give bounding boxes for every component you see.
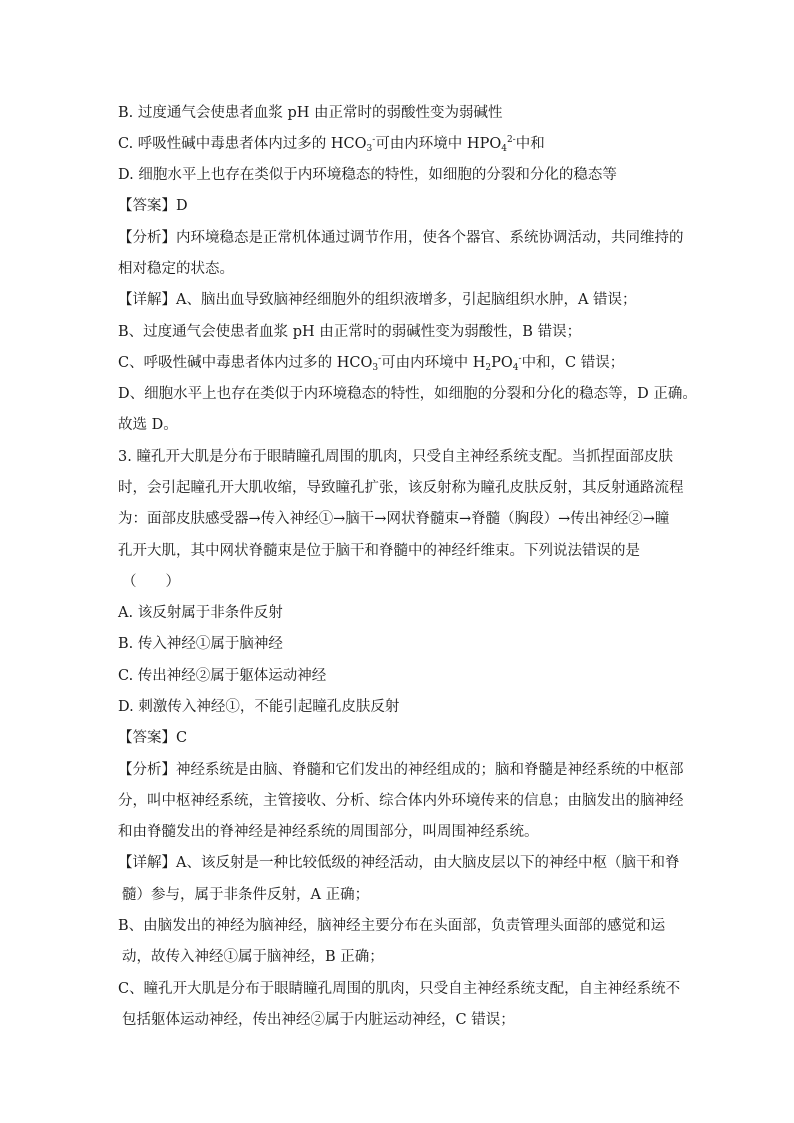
option-d-text: D. 细胞水平上也存在类似于内环境稳态的特性，如细胞的分裂和分化的稳态等	[118, 167, 617, 183]
explanation-line	[118, 384, 697, 404]
text-segment: C. 呼吸性碱中毒患者体内过多的 HCO	[118, 136, 367, 152]
text-segment: 中和	[515, 136, 545, 152]
question-text: 3. 瞳孔开大肌是分布于眼睛瞳孔周围的肌肉，只受自主神经系统支配。当抓捏面部皮肤	[118, 449, 673, 465]
explanation-line	[118, 322, 581, 342]
option-c-line	[118, 666, 326, 686]
subscript: 2	[485, 363, 492, 373]
analysis-line	[118, 760, 684, 780]
explanation-text: 【详解】A、脑出血导致脑神经细胞外的组织液增多，引起脑组织水肿，A 错误；	[118, 292, 637, 308]
subscript: 4	[512, 363, 519, 373]
conclusion-line	[118, 415, 178, 435]
option-d-line	[118, 697, 399, 717]
explanation-line	[118, 916, 665, 936]
question-text: 为：面部皮肤感受器→传入神经①→脑干→网状脊髓束→脊髓（胸段）→传出神经②→瞳	[118, 511, 670, 527]
explanation-line	[118, 290, 637, 310]
question-line	[118, 447, 673, 467]
option-c-text: C. 传出神经②属于躯体运动神经	[118, 668, 327, 684]
analysis-text: 分，叫中枢神经系统，主管接收、分析、综合体内外环境传来的信息；由脑发出的脑神经	[118, 793, 684, 809]
explanation-text: C、瞳孔开大肌是分布于眼睛瞳孔周围的肌肉，只受自主神经系统支配，自主神经系统不	[118, 981, 681, 997]
answer-text: 【答案】D	[118, 198, 188, 214]
text-segment: PO	[491, 355, 513, 371]
subscript: 3	[366, 144, 373, 154]
question-text: 时，会引起瞳孔开大肌收缩，导致瞳孔扩张，该反射称为瞳孔皮肤反射，其反射通路流程	[118, 480, 684, 496]
option-a-line	[118, 603, 283, 623]
question-line	[118, 541, 640, 561]
analysis-text: 【分析】神经系统是由脑、脊髓和它们发出的神经组成的；脑和脊髓是神经系统的中枢部	[118, 762, 684, 778]
explanation-text: 动，故传入神经①属于脑神经，B 正确；	[122, 949, 384, 965]
subscript: 4	[501, 144, 507, 154]
option-b-text: B. 传入神经①属于脑神经	[118, 636, 283, 652]
text-segment: 可由内环境中 H	[381, 355, 486, 371]
option-b-text: B. 过度通气会使患者血浆 pH 由正常时的弱酸性变为弱碱性	[118, 105, 503, 121]
explanation-line	[122, 885, 369, 905]
superscript: -	[378, 354, 382, 364]
text-segment: 可由内环境中 HPO	[375, 136, 502, 152]
answer-text: 【答案】C	[118, 730, 188, 746]
explanation-line	[122, 1010, 515, 1030]
analysis-line	[118, 228, 684, 248]
blank-parentheses	[122, 572, 180, 592]
explanation-line	[118, 979, 680, 999]
analysis-line	[118, 259, 234, 279]
superscript: -	[518, 354, 522, 364]
option-d-text: D. 刺激传入神经①，不能引起瞳孔皮肤反射	[118, 699, 400, 715]
option-c-line	[118, 134, 545, 154]
option-d-line	[118, 165, 617, 185]
explanation-text: B、过度通气会使患者血浆 pH 由正常时的弱碱性变为弱酸性，B 错误；	[118, 324, 582, 340]
text-segment: C、呼吸性碱中毒患者体内过多的 HCO	[118, 355, 373, 371]
explanation-text: 髓）参与，属于非条件反射，A 正确；	[122, 887, 370, 903]
option-a-text: A. 该反射属于非条件反射	[118, 605, 283, 621]
analysis-line	[118, 822, 539, 842]
question-text: 孔开大肌，其中网状脊髓束是位于脑干和脊髓中的神经纤维束。下列说法错误的是	[118, 543, 640, 559]
question-line	[118, 509, 669, 529]
explanation-text: 【详解】A、该反射是一种比较低级的神经活动，由大脑皮层以下的神经中枢（脑干和脊	[118, 855, 680, 871]
subscript: 3	[372, 363, 379, 373]
answer-line	[118, 728, 187, 748]
explanation-line	[118, 853, 679, 873]
analysis-text: 和由脊髓发出的脊神经是神经系统的周围部分，叫周围神经系统。	[118, 824, 539, 840]
analysis-text: 相对稳定的状态。	[118, 261, 234, 277]
explanation-line	[118, 353, 624, 373]
superscript: 2-	[506, 135, 516, 145]
explanation-text: 包括躯体运动神经，传出神经②属于内脏运动神经，C 错误；	[122, 1012, 515, 1028]
answer-line	[118, 196, 188, 216]
explanation-text: B、由脑发出的神经为脑神经，脑神经主要分布在头面部，负责管理头面部的感觉和运	[118, 918, 666, 934]
explanation-text: D、细胞水平上也存在类似于内环境稳态的特性，如细胞的分裂和分化的稳态等，D 正确。	[118, 386, 697, 402]
explanation-line	[122, 947, 384, 967]
option-b-line	[118, 103, 503, 123]
analysis-line	[118, 791, 684, 811]
option-b-line	[118, 634, 283, 654]
blank-text: （ ）	[122, 574, 180, 590]
superscript: -	[372, 135, 376, 145]
text-segment: 中和，C 错误；	[521, 355, 625, 371]
question-line	[118, 478, 684, 498]
analysis-text: 【分析】内环境稳态是正常机体通过调节作用，使各个器官、系统协调活动，共同维持的	[118, 230, 684, 246]
conclusion-text: 故选 D。	[118, 417, 178, 433]
